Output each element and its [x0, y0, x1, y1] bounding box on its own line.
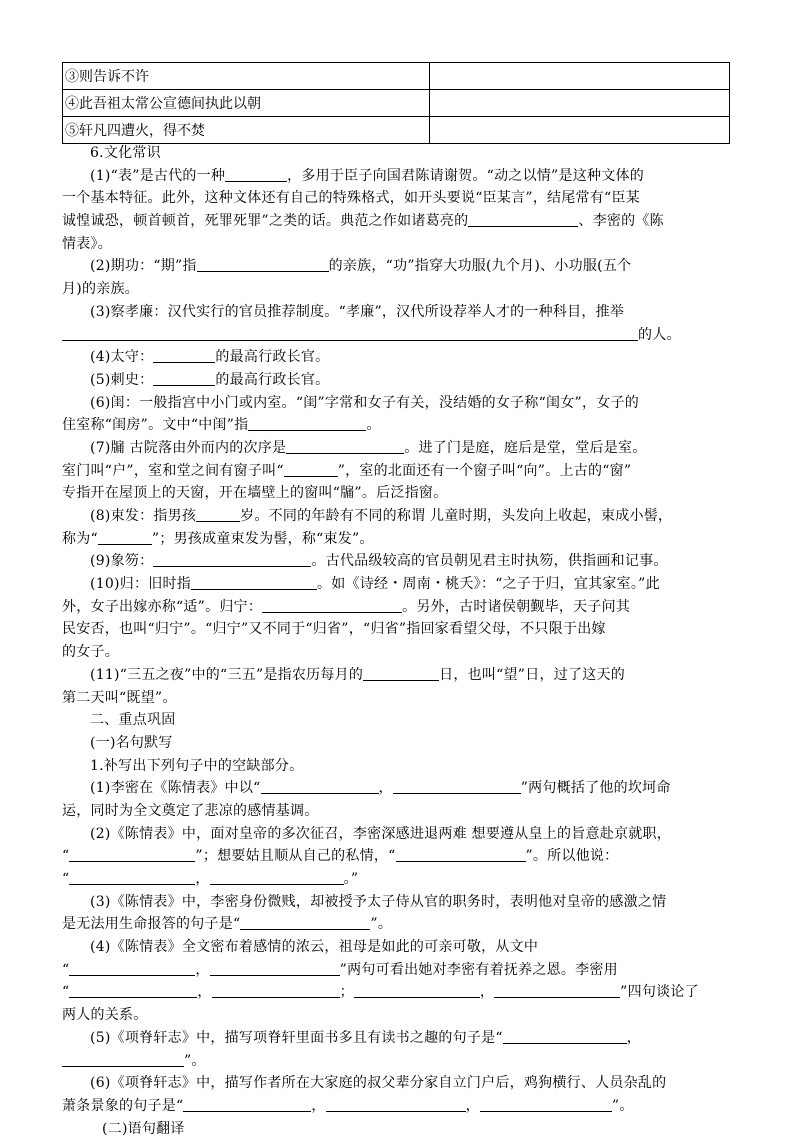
- fill-blank[interactable]: [354, 982, 480, 998]
- fill-blank[interactable]: [284, 461, 338, 477]
- fill-blank[interactable]: [98, 529, 152, 545]
- fill-blank[interactable]: [212, 982, 340, 998]
- question-line: ”。: [62, 1050, 730, 1073]
- table-cell-sentence: ⑤轩凡四遭火，得不焚: [63, 117, 430, 144]
- paragraph-line: 民安否，也叫“归宁”。“归宁”又不同于“归省”，“归省”指回家看望父母，不只限于出嫁: [62, 621, 606, 638]
- question-line: (2)《陈情表》中，面对皇帝的多次征召，李密深感进退两难 想要遵从皇上的旨意赴京就职，: [90, 825, 672, 842]
- paragraph-line: (2)期功：“期”指 的亲族，“功”指穿大功服(九个月)、小功服(五个: [90, 258, 632, 275]
- paragraph-line: (8)束发：指男孩 岁。不同的年龄有不同的称谓 儿童时期，头发向上收起，束成小髻，: [90, 508, 673, 524]
- section-heading: 二、重点巩固: [90, 712, 176, 729]
- paragraph-line: (1)“表”是古代的一种 ，多用于臣子向国君陈请谢贺。“动之以情”是这种文体的: [90, 167, 644, 184]
- fill-blank[interactable]: [468, 211, 578, 227]
- fill-blank[interactable]: [153, 551, 311, 567]
- fill-blank[interactable]: [210, 869, 344, 885]
- question-line: 两人的关系。: [62, 1007, 148, 1024]
- fill-blank[interactable]: [225, 166, 287, 182]
- question-line: (1)李密在《陈情表》中以“ ， ”两句概括了他的坎坷命: [90, 780, 671, 797]
- paragraph-line: 一个基本特征。此外，这种文体还有自己的特殊格式，如开头要说“臣某言”，结尾常有“臣某: [62, 190, 640, 207]
- paragraph-line: 外，女子出嫁亦称“适”。归宁： 。另外，古时诸侯朝觐毕，天子问其: [62, 598, 631, 615]
- fill-blank[interactable]: [494, 982, 620, 998]
- question-line: 萧条景象的句子是“ ， ， ”。: [62, 1097, 634, 1114]
- question-line: “ ， ”两句可看出她对李密有着抚养之恩。李密用: [62, 961, 618, 978]
- question-line: (5)《项脊轩志》中，描写项脊轩里面书多且有读书之趣的句子是“ ，: [90, 1029, 641, 1046]
- paragraph-line: 情表》。: [62, 235, 112, 252]
- fill-blank[interactable]: [196, 506, 240, 522]
- subsection-heading: (二)语句翻译: [102, 1120, 185, 1137]
- fill-blank[interactable]: [210, 960, 340, 976]
- table-row: [63, 63, 730, 90]
- fill-blank[interactable]: [69, 846, 195, 862]
- paragraph-line: (4)太守： 的最高行政长官。: [90, 349, 330, 366]
- question-line: (3)《陈情表》中，李密身份微贱，却被授予太子侍从官的职务时，表明他对皇帝的感激之情: [90, 893, 667, 910]
- fill-blank[interactable]: [503, 1028, 627, 1044]
- table-cell-sentence: ③则告诉不许: [63, 63, 430, 90]
- table-cell-answer[interactable]: [430, 63, 730, 90]
- paragraph-line: 的女子。: [62, 644, 119, 661]
- question-line: 运，同时为全文奠定了悲凉的感情基调。: [62, 802, 319, 819]
- fill-blank[interactable]: [69, 960, 195, 976]
- paragraph-line: (6)闺：一般指宫中小门或内室。“闺”字常和女子有关，没结婚的女子称“闺女”，女子的: [90, 394, 639, 411]
- fill-blank[interactable]: [197, 256, 329, 272]
- paragraph-line: 第二天叫“既望”。: [62, 689, 177, 706]
- subsection-heading: (一)名句默写: [90, 734, 173, 751]
- table-row: [63, 117, 730, 144]
- fill-blank[interactable]: [262, 597, 402, 613]
- fill-blank[interactable]: [62, 1051, 184, 1067]
- table-row: [63, 90, 730, 117]
- paragraph-line: (9)象笏： 。古代品级较高的官员朝见君主时执笏，供指画和记事。: [90, 553, 668, 570]
- fill-blank[interactable]: [240, 914, 370, 930]
- question-line: (4)《陈情表》全文密布着感情的浓云，祖母是如此的可亲可敬，从文中: [90, 939, 539, 956]
- fill-blank[interactable]: [396, 846, 526, 862]
- section-title: 6.文化常识: [90, 145, 161, 161]
- fill-blank[interactable]: [69, 982, 197, 998]
- question-line: “ ”；想要姑且顺从自己的私情，“ ”。所以他说：: [62, 848, 619, 865]
- fill-blank[interactable]: [480, 1096, 612, 1112]
- question-line: 是无法用生命报答的句子是“ ”。: [62, 916, 393, 933]
- fill-blank[interactable]: [191, 574, 317, 590]
- table-cell-answer[interactable]: [430, 90, 730, 117]
- fill-blank[interactable]: [69, 869, 195, 885]
- paragraph-line: 专指开在屋顶上的天窗，开在墙壁上的窗叫“牖”。后泛指窗。: [62, 485, 448, 502]
- fill-blank[interactable]: [363, 665, 439, 681]
- fill-blank[interactable]: [326, 1096, 466, 1112]
- table-cell-answer[interactable]: [430, 117, 730, 144]
- paragraph-line: 的人。: [62, 324, 730, 347]
- fill-blank[interactable]: [286, 438, 404, 454]
- paragraph-line: 住室称“闺房”。文中“中闺”指 。: [62, 417, 381, 434]
- translation-table: [62, 62, 730, 144]
- fill-blank[interactable]: [153, 370, 215, 386]
- paragraph-line: (3)察孝廉：汉代实行的官员推荐制度。“孝廉”，汉代所设荐举人才的一种科目，推举: [90, 303, 625, 320]
- document-body: [62, 142, 730, 1140]
- fill-blank[interactable]: [393, 778, 521, 794]
- paragraph-line: 诚惶诚恐，顿首顿首，死罪死罪”之类的话。典范之作如诸葛亮的 、李密的《陈: [62, 213, 664, 230]
- question-line: (6)《项脊轩志》中，描写作者所在大家庭的叔父辈分家自立门户后，鸡狗横行、人员杂乱的: [90, 1075, 667, 1092]
- paragraph-line: (11)“三五之夜”中的“三五”是指农历每月的 日，也叫“望”日，过了这天的: [90, 666, 625, 683]
- question-line: “ ， ； ， ”四句谈论了: [62, 984, 699, 1001]
- paragraph-line: (5)刺史： 的最高行政长官。: [90, 371, 330, 388]
- paragraph-line: (10)归：旧时指 。如《诗经・周南・桃夭》：“之子于归，宜其家室。”此: [90, 576, 660, 593]
- question-line: “ ， 。”: [62, 871, 359, 887]
- fill-blank[interactable]: [183, 1096, 311, 1112]
- paragraph-line: 月)的亲族。: [62, 281, 139, 298]
- table-cell-sentence: ④此吾祖太常公宣德间执此以朝: [63, 90, 430, 117]
- paragraph-line: 称为“ ”；男孩成童束发为髻，称“束发”。: [62, 530, 374, 547]
- question-title: 1.补写出下列句子中的空缺部分。: [90, 757, 304, 774]
- paragraph-line: 室门叫“户”，室和堂之间有窗子叫“ ”，室的北面还有一个窗子叫“向”。上古的“窗”: [62, 462, 632, 479]
- fill-blank[interactable]: [153, 347, 215, 363]
- paragraph-line: (7)牖 古院落由外而内的次序是 。进了门是庭，庭后是堂，堂后是室。: [90, 439, 647, 456]
- fill-blank[interactable]: [62, 325, 638, 341]
- fill-blank[interactable]: [248, 415, 366, 431]
- fill-blank[interactable]: [261, 778, 379, 794]
